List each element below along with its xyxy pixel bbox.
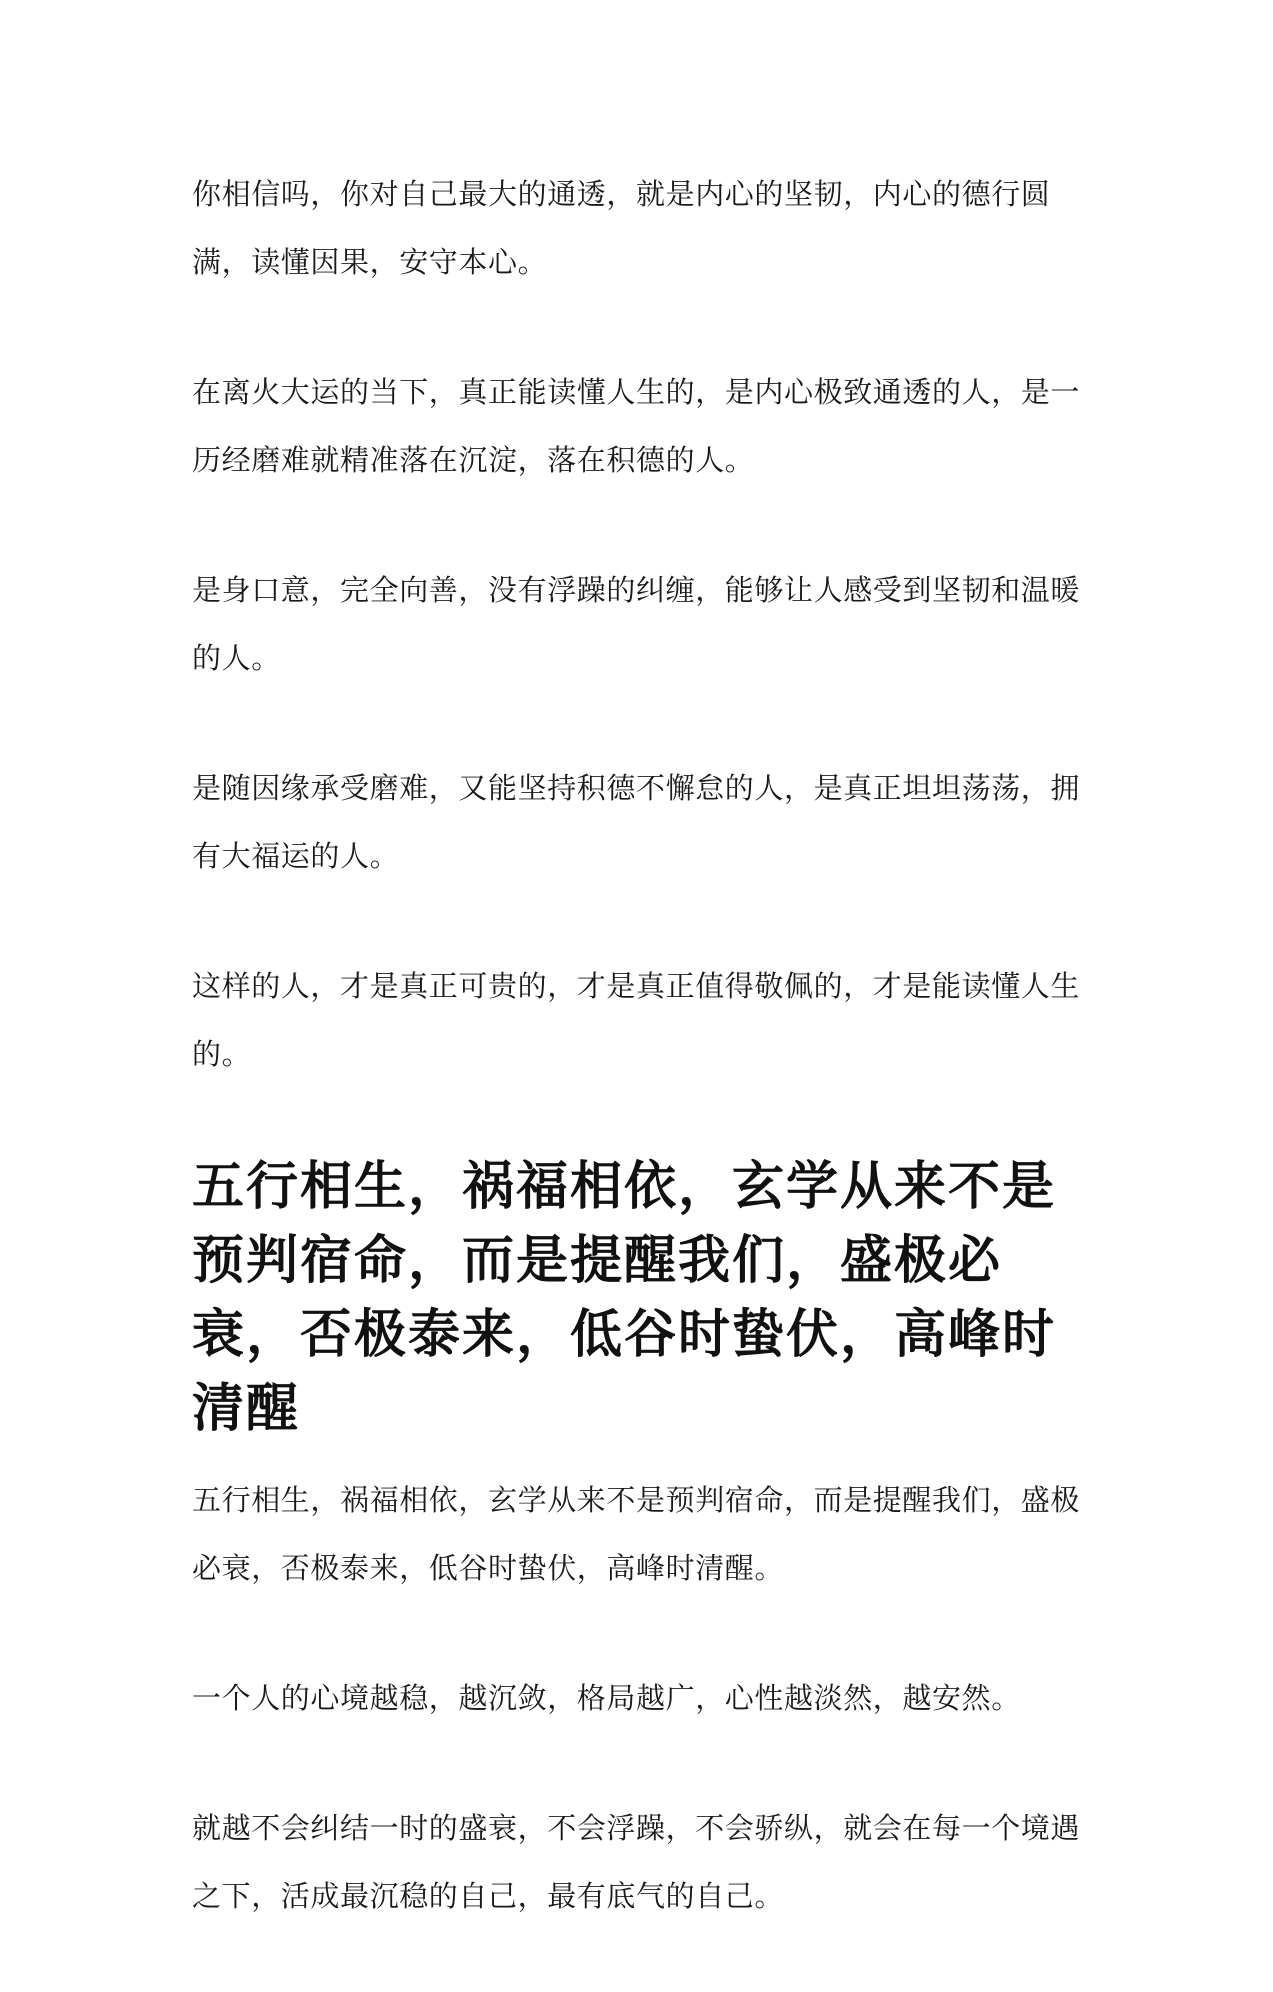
paragraph: 就越不会纠结一时的盛衰，不会浮躁，不会骄纵，就会在每一个境遇之下，活成最沉稳的自己，最有底气的自己。 [192, 1811, 1081, 1913]
paragraph: 你相信吗，你对自己最大的通透，就是内心的坚韧，内心的德行圆满，读懂因果，安守本心。 [192, 177, 1051, 279]
paragraph: 一个人的心境越稳，越沉敛，格局越广，心性越淡然，越安然。 [192, 1681, 1021, 1715]
paragraph: 是随因缘承受磨难，又能坚持积德不懈怠的人，是真正坦坦荡荡，拥有大福运的人。 [192, 771, 1081, 873]
article-body [192, 160, 1092, 1992]
paragraph: 在离火大运的当下，真正能读懂人生的，是内心极致通透的人，是一历经磨难就精准落在沉淀，落在积德的人。 [192, 375, 1081, 477]
paragraph: 是身口意，完全向善，没有浮躁的纠缠，能够让人感受到坚韧和温暖的人。 [192, 573, 1081, 675]
paragraph: 五行相生，祸福相依，玄学从来不是预判宿命，而是提醒我们，盛极必衰，否极泰来，低谷时蛰伏，高峰时清醒。 [192, 1483, 1081, 1585]
paragraph: 这样的人，才是真正可贵的，才是真正值得敬佩的，才是能读懂人生的。 [192, 969, 1081, 1071]
section-heading: 五行相生，祸福相依，玄学从来不是预判宿命，而是提醒我们，盛极必衰，否极泰来，低谷时蛰伏，高峰时清醒 [192, 1156, 1057, 1439]
